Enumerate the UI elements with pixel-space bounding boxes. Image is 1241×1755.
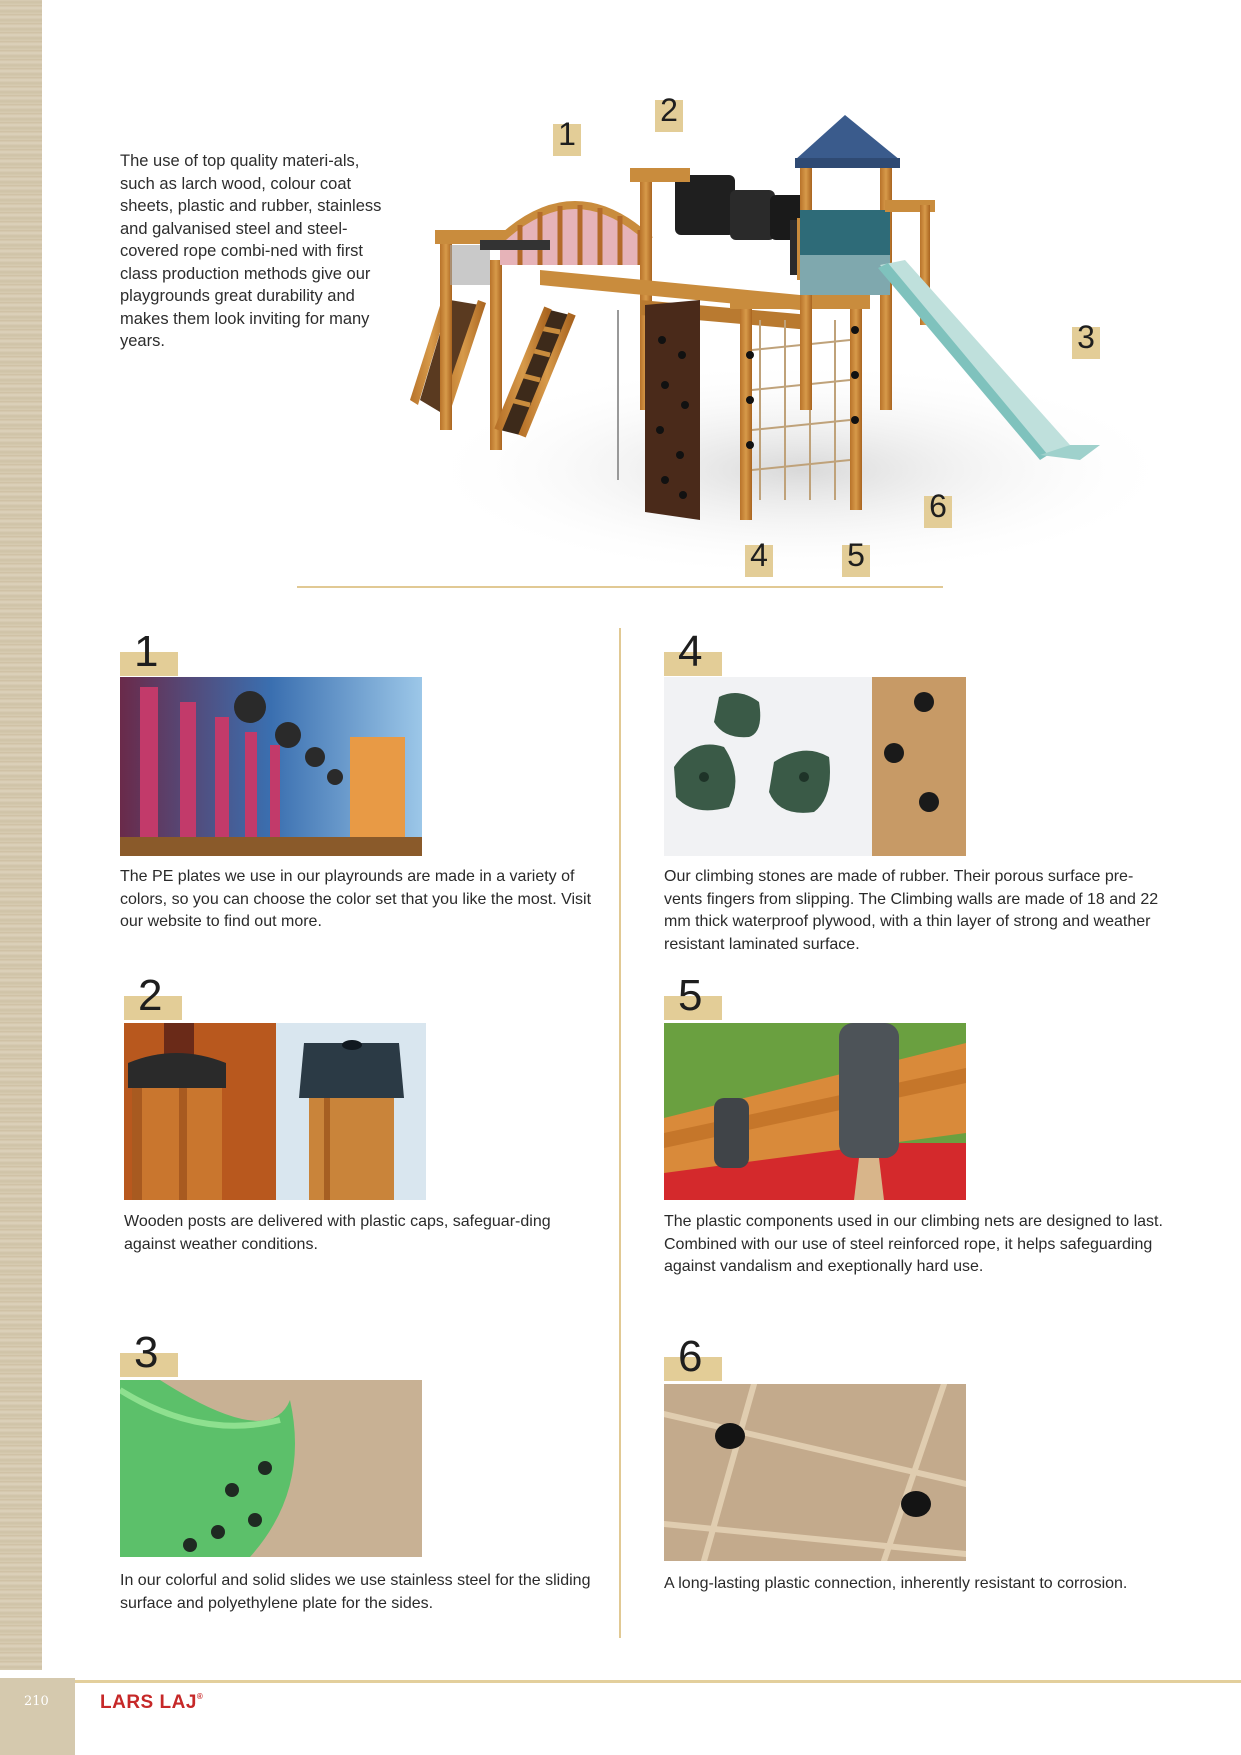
- side-texture-strip: [0, 0, 42, 1670]
- callout-1: 1: [553, 124, 581, 156]
- section-6-photo: [664, 1384, 966, 1561]
- section-2-number: 2: [124, 996, 182, 1020]
- page-number-box: [0, 1678, 75, 1755]
- section-1-text: The PE plates we use in our playrounds are made in a variety of colors, so you can choose the color set that you like the most. Visit our website to find out more.: [120, 868, 592, 930]
- section-2-text: Wooden posts are delivered with plastic caps, safeguar-ding against weather conditions.: [124, 1213, 551, 1253]
- section-4-photo: [664, 677, 966, 856]
- callout-5: 5: [842, 545, 870, 577]
- footer-divider: [75, 1680, 1241, 1683]
- section-3-photo: [120, 1380, 422, 1557]
- brand-logo: LARS LAJ®: [100, 1692, 204, 1713]
- section-2-photo: [124, 1023, 426, 1200]
- playground-illustration: [380, 100, 1190, 590]
- section-5-number: 5: [664, 996, 722, 1020]
- column-divider: [619, 628, 621, 1638]
- section-1-photo: [120, 677, 422, 856]
- section-3-text: In our colorful and solid slides we use stainless steel for the sliding surface and polyethylene plate for the sides.: [120, 1572, 591, 1612]
- section-4-number: 4: [664, 652, 722, 676]
- callout-4: 4: [745, 545, 773, 577]
- callout-2: 2: [655, 100, 683, 132]
- top-divider: [297, 586, 943, 588]
- intro-text: The use of top quality materi-als, such as larch wood, colour coat sheets, plastic and rubber, stainless and galvanised steel and steel- covered rope combi-ned with first class production methods give our playgrounds great durability and makes them look inviting for many years.: [120, 152, 382, 350]
- page-number: 210: [24, 1694, 49, 1709]
- callout-3: 3: [1072, 327, 1100, 359]
- section-4-text: Our climbing stones are made of rubber. Their porous surface pre-vents fingers from slipping. The Climbing walls are made of 18 and 22 mm thick waterproof plywood, with a thin layer of strong and weather resistant laminated surface.: [664, 868, 1159, 953]
- section-6-text: A long-lasting plastic connection, inherently resistant to corrosion.: [664, 1575, 1128, 1592]
- section-1-number: 1: [120, 652, 178, 676]
- callout-6: 6: [924, 496, 952, 528]
- section-6-number: 6: [664, 1357, 722, 1381]
- section-3-number: 3: [120, 1353, 178, 1377]
- section-5-photo: [664, 1023, 966, 1200]
- section-5-text: The plastic components used in our climbing nets are designed to last. Combined with our use of steel reinforced rope, it helps safeguarding against vandalism and exeptionally hard use.: [664, 1213, 1163, 1275]
